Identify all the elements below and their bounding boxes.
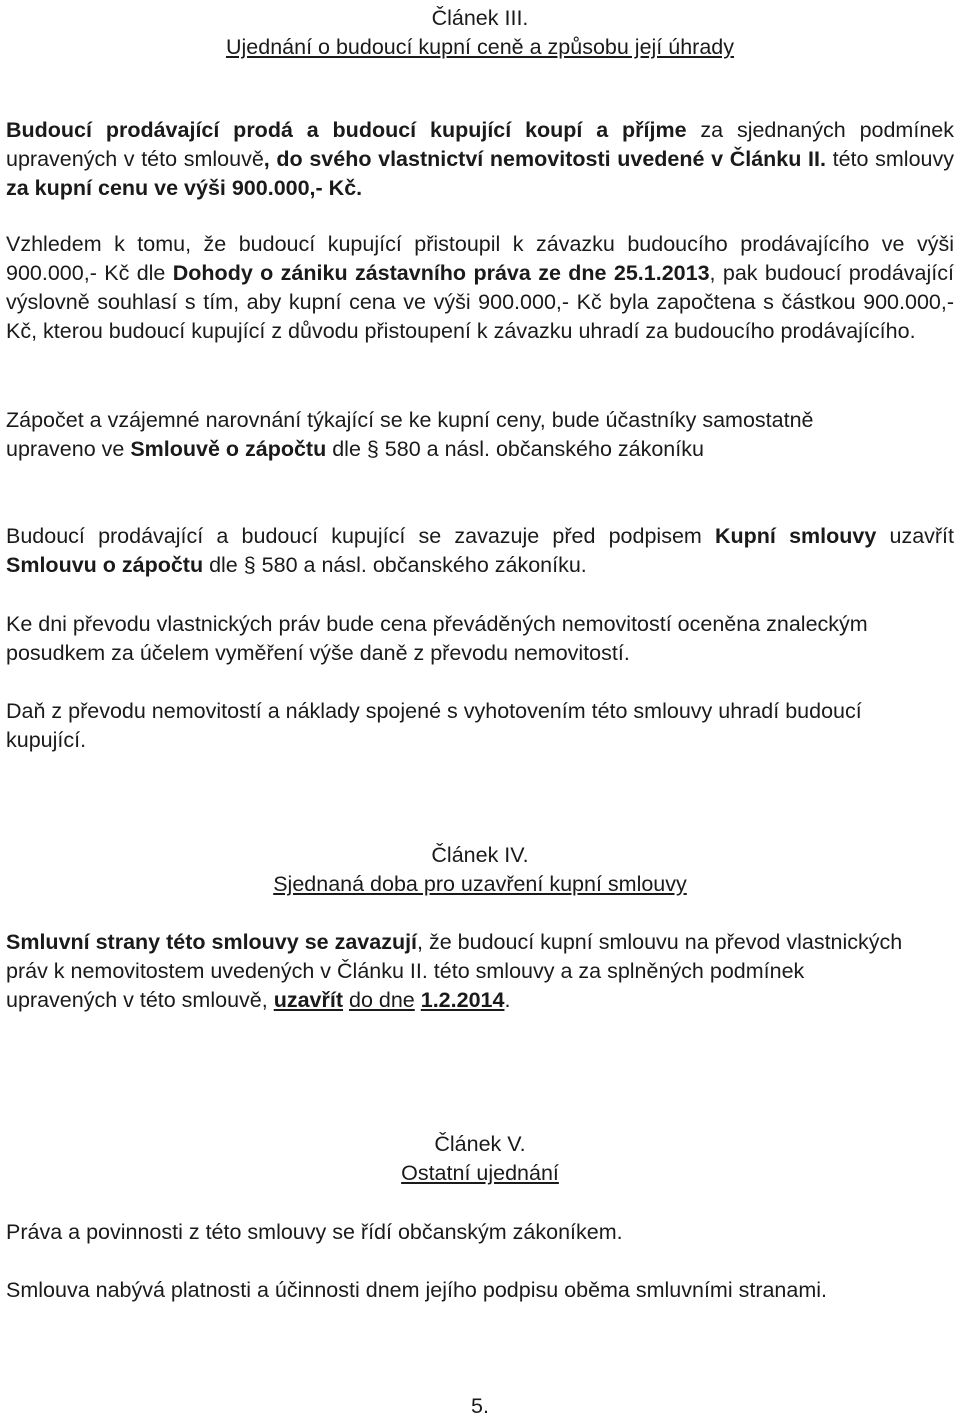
article-3-paragraph-3: Zápočet a vzájemné narovnání týkající se ke kupní ceny, bude účastníky samostatně upraveno ve Smlouvě o zápočtu dle § 580 a násl. občanského zákoníku [6, 408, 814, 461]
article-5-paragraph-1: Práva a povinnosti z této smlouvy se řídí občanským zákoníkem. [6, 1220, 623, 1244]
article-3-number: Článek III. [431, 6, 529, 30]
article-5-title: Ostatní ujednání [401, 1161, 559, 1185]
article-3-title: Ujednání o budoucí kupní ceně a způsobu její úhrady [225, 35, 734, 59]
article-4-paragraph-1: Smluvní strany této smlouvy se zavazují, že budoucí kupní smlouvu na převod vlastnických práv k nemovitostem uvedených v Článku II. této smlouvy a za splněných podmínek upravených v této smlouvě, uzavřít do dne 1.2.2014. [6, 930, 903, 1012]
article-5-heading [6, 1130, 954, 1188]
article-5-paragraph-2: Smlouva nabývá platnosti a účinnosti dnem jejího podpisu oběma smluvními stranami. [6, 1278, 828, 1302]
article-3-paragraph-4: Budoucí prodávající a budoucí kupující se zavazuje před podpisem Kupní smlouvy uzavřít Smlouvu o zápočtu dle § 580 a násl. občanského zákoníku. [6, 524, 955, 577]
page-number: 5. [471, 1394, 489, 1418]
article-4-number: Článek IV. [431, 843, 529, 867]
article-4-title: Sjednaná doba pro uzavření kupní smlouvy [273, 872, 687, 896]
article-4-heading [6, 841, 954, 899]
article-3-heading [6, 4, 954, 62]
article-3-paragraph-6: Daň z převodu nemovitostí a náklady spojené s vyhotovením této smlouvy uhradí budoucí kupující. [6, 699, 862, 752]
article-5-number: Článek V. [434, 1132, 526, 1156]
article-3-paragraph-2: Vzhledem k tomu, že budoucí kupující přistoupil k závazku budoucího prodávajícího ve výši 900.000,- Kč dle Dohody o zániku zástavního práva ze dne 25.1.2013, pak budoucí prodávající výslovně souhlasí s tím, aby kupní cena ve výši 900.000,- Kč byla započtena s částkou 900.000,- Kč, kterou budoucí kupující z důvodu přistoupení k závazku uhradí za budoucího prodávajícího. [6, 232, 954, 343]
article-3-paragraph-5: Ke dni převodu vlastnických práv bude cena převáděných nemovitostí oceněna znaleckým posudkem za účelem vyměření výše daně z převodu nemovitostí. [6, 612, 868, 665]
article-3-paragraph-1: Budoucí prodávající prodá a budoucí kupující koupí a příjme za sjednaných podmínek upravených v této smlouvě, do svého vlastnictví nemovitosti uvedené v Článku II. této smlouvy za kupní cenu ve výši 900.000,- Kč. [6, 118, 954, 200]
